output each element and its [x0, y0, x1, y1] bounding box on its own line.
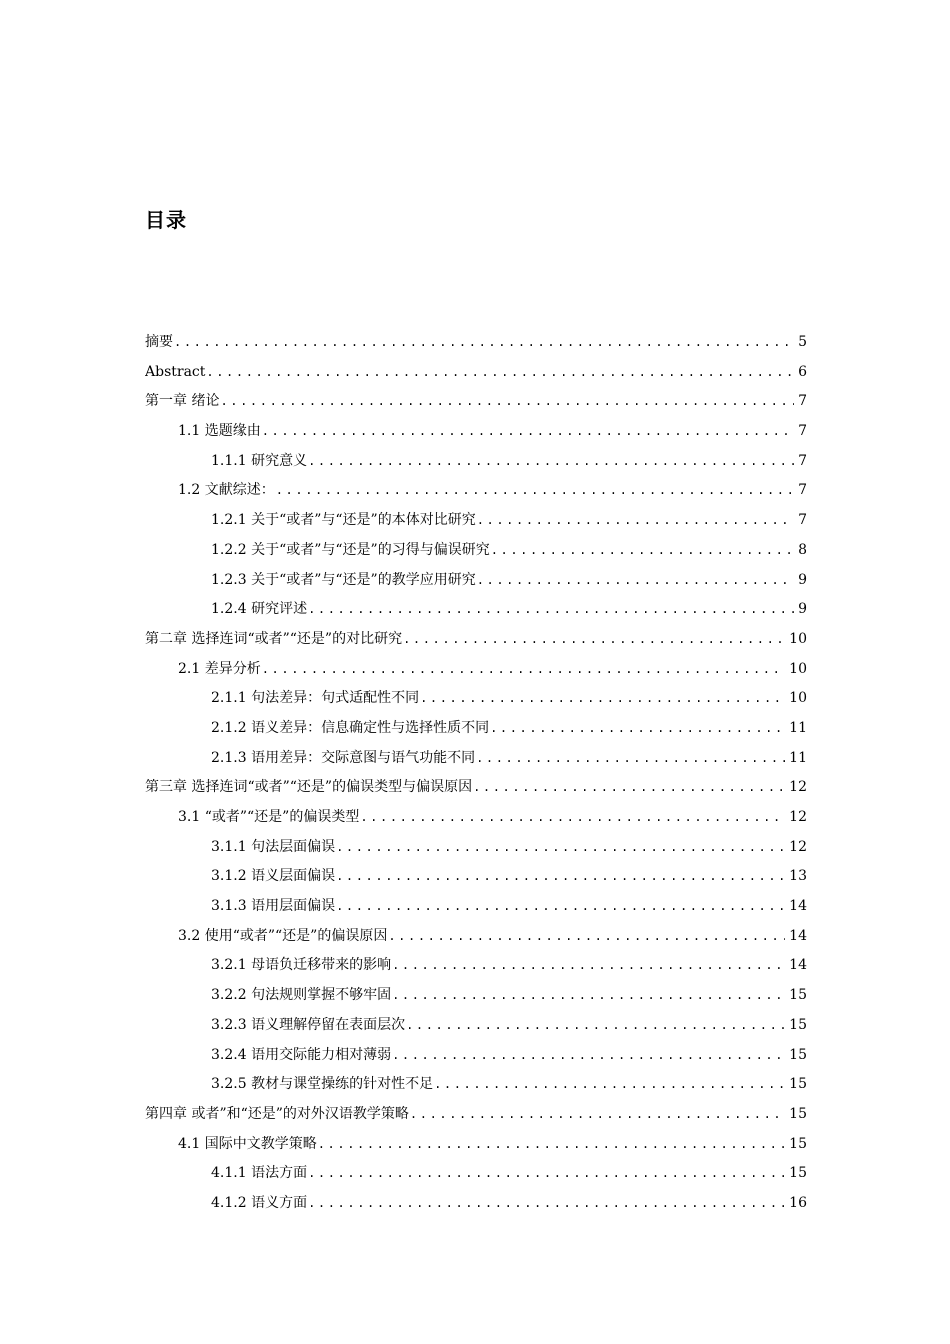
toc-entry-title: 3.1.2 语义层面偏误 [211, 868, 336, 885]
toc-entry-page-number: 14 [789, 957, 807, 974]
toc-entry-page-number: 14 [789, 927, 807, 944]
toc-entry-page-number: 5 [798, 334, 807, 350]
toc-entry[interactable] [145, 566, 807, 596]
dot-leader [392, 951, 785, 981]
toc-entry[interactable] [145, 744, 807, 774]
toc-entry-title: 1.2.4 研究评述 [211, 601, 308, 618]
toc-entry[interactable] [145, 358, 807, 388]
toc-entry-page-number: 15 [789, 1165, 807, 1182]
toc-entry-page-number: 9 [798, 571, 807, 588]
toc-entry-title: 1.1.1 研究意义 [211, 452, 308, 469]
toc-entry-page-number: 12 [789, 809, 807, 825]
toc-entry-title: 第四章 或者”和“还是”的对外汉语教学策略 [145, 1105, 409, 1122]
toc-entry-title: 1.2.3 关于“或者”与“还是”的教学应用研究 [211, 571, 476, 588]
dot-leader [308, 447, 794, 477]
toc-entry-title: 4.1 国际中文教学策略 [178, 1135, 317, 1152]
toc-entry-page-number: 10 [789, 630, 807, 647]
dot-leader [174, 328, 794, 358]
toc-entry-page-number: 11 [789, 749, 807, 766]
dot-leader [262, 417, 794, 447]
toc-entry-page-number: 6 [798, 363, 807, 380]
dot-leader [434, 1070, 785, 1100]
toc-entry[interactable] [145, 773, 807, 803]
toc-entry-title: 1.2.2 关于“或者”与“还是”的习得与偏误研究 [211, 541, 490, 558]
toc-entry[interactable] [145, 714, 807, 744]
toc-entry-title: 2.1.3 语用差异：交际意图与语气功能不同 [211, 749, 476, 766]
toc-entry-page-number: 13 [789, 868, 807, 885]
dot-leader [336, 892, 785, 922]
toc-entry-page-number: 7 [798, 482, 807, 499]
dot-leader [392, 1041, 785, 1071]
toc-entry[interactable] [145, 1070, 807, 1100]
dot-leader [420, 684, 785, 714]
toc-entry-title: 3.2.1 母语负迁移带来的影响 [211, 957, 392, 974]
dot-leader [308, 1189, 785, 1219]
dot-leader [220, 387, 794, 417]
toc-entry[interactable] [145, 1189, 807, 1219]
toc-entry-page-number: 9 [798, 601, 807, 618]
toc-entry-title: 1.2.1 关于“或者”与“还是”的本体对比研究 [211, 512, 476, 529]
toc-entry-page-number: 15 [789, 1076, 807, 1093]
toc-entry-page-number: 10 [789, 660, 807, 677]
toc-entry-page-number: 15 [789, 987, 807, 1004]
toc-entry[interactable] [145, 1100, 807, 1130]
toc-entry-page-number: 12 [789, 838, 807, 855]
toc-entry-page-number: 15 [789, 1105, 807, 1122]
toc-entry-title: 4.1.2 语义方面 [211, 1194, 308, 1211]
toc-entry-page-number: 7 [798, 423, 807, 440]
dot-leader [477, 506, 794, 536]
toc-entry-page-number: 7 [798, 452, 807, 469]
toc-entry[interactable] [145, 655, 807, 685]
toc-entry-page-number: 15 [789, 1016, 807, 1033]
toc-entry-title: 摘要 [145, 334, 173, 350]
toc-entry-page-number: 16 [789, 1194, 807, 1211]
toc-entry[interactable] [145, 981, 807, 1011]
table-of-contents [145, 328, 807, 1219]
toc-entry-title: 3.1.1 句法层面偏误 [211, 838, 336, 855]
toc-entry[interactable] [145, 536, 807, 566]
toc-entry-title: Abstract [145, 363, 206, 380]
toc-entry-title: 第二章 选择连词“或者”“还是”的对比研究 [145, 630, 403, 647]
toc-entry[interactable] [145, 803, 807, 833]
dot-leader [410, 1100, 785, 1130]
toc-entry-title: 2.1.1 句法差异：句式适配性不同 [211, 690, 420, 707]
dot-leader [336, 833, 785, 863]
toc-entry-title: 3.1 “或者”“还是”的偏误类型 [178, 809, 360, 825]
toc-entry-page-number: 11 [789, 719, 807, 736]
dot-leader [360, 803, 785, 833]
toc-entry[interactable] [145, 595, 807, 625]
toc-entry-title: 3.2.3 语义理解停留在表面层次 [211, 1016, 406, 1033]
toc-entry[interactable] [145, 1130, 807, 1160]
toc-entry-page-number: 14 [789, 898, 807, 915]
toc-entry-title: 3.2 使用“或者”“还是”的偏误原因 [178, 927, 388, 944]
toc-entry-page-number: 7 [798, 393, 807, 410]
dot-leader [476, 744, 785, 774]
toc-entry[interactable] [145, 506, 807, 536]
toc-entry[interactable] [145, 387, 807, 417]
toc-entry[interactable] [145, 1011, 807, 1041]
toc-entry[interactable] [145, 1159, 807, 1189]
dot-leader [308, 595, 794, 625]
toc-entry[interactable] [145, 833, 807, 863]
toc-entry-title: 3.2.5 教材与课堂操练的针对性不足 [211, 1076, 434, 1093]
toc-entry-page-number: 12 [789, 779, 807, 796]
toc-entry[interactable] [145, 328, 807, 358]
dot-leader [477, 566, 794, 596]
dot-leader [403, 625, 785, 655]
page-title: 目录 [145, 208, 187, 232]
dot-leader [491, 536, 794, 566]
dot-leader [336, 862, 785, 892]
toc-entry[interactable] [145, 447, 807, 477]
toc-entry-title: 第三章 选择连词“或者”“还是”的偏误类型与偏误原因 [145, 779, 473, 796]
toc-entry-title: 2.1 差异分析 [178, 660, 261, 677]
dot-leader [406, 1011, 785, 1041]
dot-leader [392, 981, 785, 1011]
dot-leader [308, 1159, 785, 1189]
dot-leader [388, 922, 785, 952]
toc-entry[interactable] [145, 1041, 807, 1071]
dot-leader [262, 655, 785, 685]
toc-entry-page-number: 7 [798, 512, 807, 529]
dot-leader [318, 1130, 785, 1160]
toc-entry[interactable] [145, 417, 807, 447]
dot-leader [276, 476, 794, 506]
toc-entry[interactable] [145, 951, 807, 981]
toc-entry-title: 1.1 选题缘由 [178, 423, 261, 440]
toc-entry-title: 3.1.3 语用层面偏误 [211, 898, 336, 915]
toc-entry-title: 1.2 文献综述： [178, 482, 275, 499]
toc-entry[interactable] [145, 862, 807, 892]
dot-leader [206, 358, 794, 388]
toc-entry[interactable] [145, 892, 807, 922]
toc-entry-page-number: 15 [789, 1135, 807, 1152]
toc-entry[interactable] [145, 922, 807, 952]
dot-leader [473, 773, 785, 803]
toc-entry-title: 2.1.2 语义差异：信息确定性与选择性质不同 [211, 719, 490, 736]
toc-entry[interactable] [145, 476, 807, 506]
dot-leader [490, 714, 785, 744]
toc-entry-title: 4.1.1 语法方面 [211, 1165, 308, 1182]
toc-entry-title: 3.2.2 句法规则掌握不够牢固 [211, 987, 392, 1004]
toc-entry[interactable] [145, 684, 807, 714]
toc-entry-page-number: 15 [789, 1046, 807, 1063]
toc-entry[interactable] [145, 625, 807, 655]
toc-entry-page-number: 10 [789, 690, 807, 707]
toc-entry-title: 3.2.4 语用交际能力相对薄弱 [211, 1046, 392, 1063]
toc-entry-page-number: 8 [798, 541, 807, 558]
toc-entry-title: 第一章 绪论 [145, 393, 220, 410]
